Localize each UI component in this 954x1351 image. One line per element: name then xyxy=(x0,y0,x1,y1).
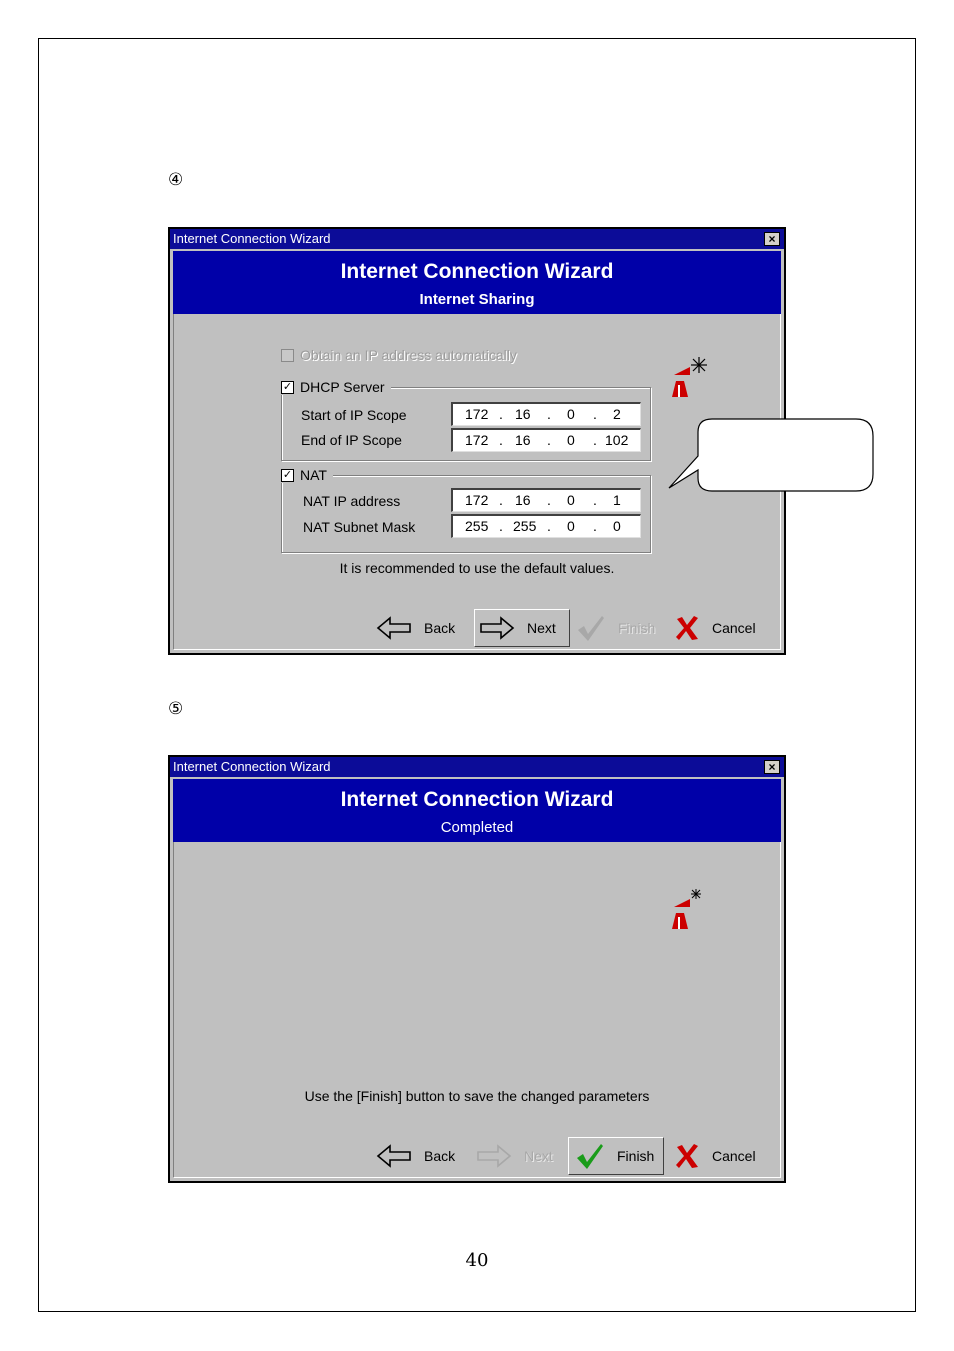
obtain-ip-label: Obtain an IP address automatically xyxy=(300,347,517,363)
ip-octet: 0 xyxy=(567,492,575,508)
header-title: Internet Connection Wizard xyxy=(340,260,614,283)
ip-octet: 0 xyxy=(567,406,575,422)
wizard-logo-icon xyxy=(670,353,710,397)
nat-label: NAT xyxy=(300,467,327,483)
arrow-left-icon xyxy=(376,616,412,640)
cancel-button[interactable]: Cancel xyxy=(674,1137,756,1175)
ip-octet: 16 xyxy=(515,406,531,422)
nat-subnet-mask-input[interactable]: 255 . 255 . 0 . 0 xyxy=(451,514,641,538)
ip-octet: 172 xyxy=(465,492,489,508)
window-titlebar xyxy=(170,757,784,777)
end-ip-scope-label: End of IP Scope xyxy=(301,432,402,448)
step-marker-5: ⑤ xyxy=(168,699,184,719)
dhcp-checkbox[interactable]: ✓ xyxy=(282,380,293,393)
close-button[interactable]: × xyxy=(764,760,780,774)
wizard-header xyxy=(173,251,781,314)
checkmark-icon xyxy=(575,1142,605,1170)
nat-subnet-mask-label: NAT Subnet Mask xyxy=(303,519,416,535)
finish-button[interactable]: Finish xyxy=(576,609,655,647)
ip-octet: 16 xyxy=(515,432,531,448)
finish-button[interactable]: Finish xyxy=(568,1137,664,1175)
ip-octet: 0 xyxy=(567,518,575,534)
wizard-header xyxy=(173,779,781,842)
nat-ip-label: NAT IP address xyxy=(303,493,401,509)
obtain-ip-checkbox[interactable] xyxy=(281,349,294,362)
ip-octet: 172 xyxy=(465,406,489,422)
ip-octet: 172 xyxy=(465,432,489,448)
cancel-button[interactable]: Cancel xyxy=(674,609,756,647)
nat-checkbox[interactable]: ✓ xyxy=(282,468,293,481)
back-button[interactable]: Back xyxy=(376,609,455,647)
window-titlebar xyxy=(170,229,784,249)
callout-bubble xyxy=(668,418,874,492)
start-ip-scope-input[interactable]: 172 . 16 . 0 . 2 xyxy=(451,402,641,426)
step-marker-4: ④ xyxy=(168,170,184,190)
back-button[interactable]: Back xyxy=(376,1137,455,1175)
ip-octet: 255 xyxy=(513,518,537,534)
ip-octet: 0 xyxy=(567,432,575,448)
red-x-icon xyxy=(674,615,700,641)
close-button[interactable]: × xyxy=(764,232,780,246)
dhcp-label: DHCP Server xyxy=(300,379,385,395)
ip-octet: 16 xyxy=(515,492,531,508)
arrow-right-icon xyxy=(479,616,515,640)
end-ip-scope-input[interactable]: 172 . 16 . 0 . 102 xyxy=(451,428,641,452)
start-ip-scope-label: Start of IP Scope xyxy=(301,407,407,423)
ip-octet: 0 xyxy=(613,518,621,534)
arrow-left-icon xyxy=(376,1144,412,1168)
red-x-icon xyxy=(674,1143,700,1169)
ip-octet: 1 xyxy=(613,492,621,508)
obtain-ip-checkbox-row[interactable] xyxy=(281,347,523,363)
dhcp-checkbox-row[interactable] xyxy=(281,379,391,395)
page-number: 40 xyxy=(465,1250,489,1271)
wizard-logo-icon xyxy=(670,885,710,929)
nat-ip-input[interactable]: 172 . 16 . 0 . 1 xyxy=(451,488,641,512)
header-subtitle: Completed xyxy=(440,819,514,836)
window-title: Internet Connection Wizard xyxy=(173,759,331,774)
ip-octet: 102 xyxy=(605,432,629,448)
header-title: Internet Connection Wizard xyxy=(340,788,614,811)
nat-checkbox-row[interactable] xyxy=(281,467,333,483)
window-title: Internet Connection Wizard xyxy=(173,231,331,246)
header-subtitle: Internet Sharing xyxy=(419,291,535,308)
arrow-right-icon xyxy=(476,1144,512,1168)
wizard-window-completed xyxy=(168,755,786,1183)
ip-octet: 2 xyxy=(613,406,621,422)
recommendation-note: It is recommended to use the default values. xyxy=(339,560,615,576)
finish-instruction-note: Use the [Finish] button to save the changed parameters xyxy=(304,1088,650,1104)
next-button[interactable]: Next xyxy=(476,1137,553,1175)
ip-octet: 255 xyxy=(465,518,489,534)
checkmark-icon xyxy=(576,614,606,642)
next-button[interactable]: Next xyxy=(474,609,570,647)
